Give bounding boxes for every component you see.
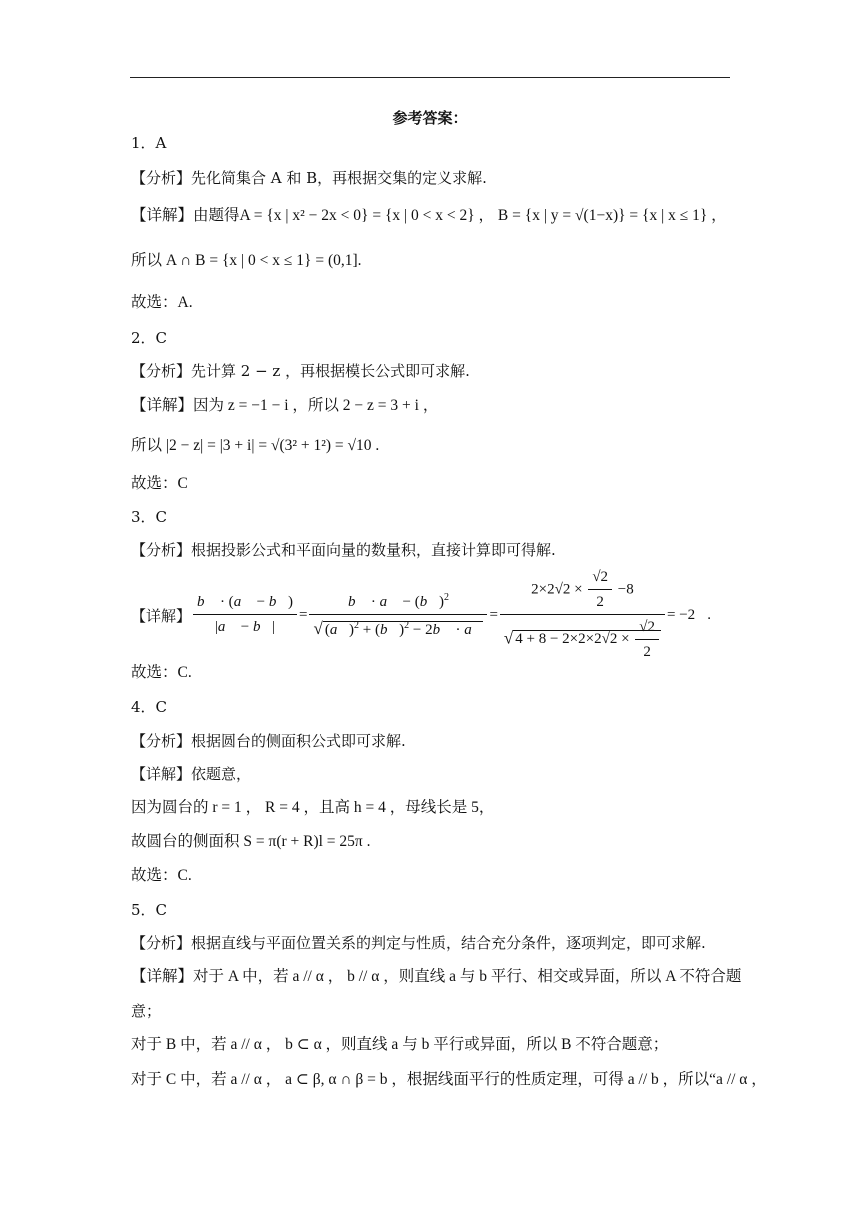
analysis-tag: 【分析】: [131, 541, 192, 559]
analysis-tag: 【分析】: [131, 732, 192, 750]
q5-detail-line1: [131, 967, 741, 987]
q5-detail-line3: 对于 B 中，若 a // α ， b ⊂ α ，则直线 a 与 b 平行或异面，所以 B 不符合题意；: [131, 1036, 669, 1053]
header-rule: [130, 77, 730, 78]
detail-tag: 【详解】: [131, 207, 194, 224]
q3-result: = −2: [667, 606, 696, 623]
analysis-tag: 【分析】: [131, 362, 192, 380]
q1-detail-line2: 所以 A ∩ B = {x | 0 < x ≤ 1} = (0,1].: [131, 252, 362, 269]
analysis-text: 先计算 2 − z ，再根据模长公式即可求解.: [191, 362, 470, 380]
q5-answer: 5．C: [131, 901, 168, 919]
page-title: 参考答案：: [392, 109, 468, 127]
detail-tag: 【详解】: [131, 397, 194, 414]
q4-detail-line1: [131, 764, 251, 784]
detail-prefix: 由题得: [193, 207, 240, 224]
q3-analysis: [131, 540, 556, 560]
q2-answer: 2．C: [131, 329, 168, 347]
q3-answer: 3．C: [131, 508, 168, 526]
analysis-text: 根据直线与平面位置关系的判定与性质，结合充分条件，逐项判定，即可求解.: [191, 934, 706, 952]
analysis-text: 先化简集合 A 和 B，再根据交集的定义求解.: [191, 169, 487, 187]
detail-text: 对于 A 中，若 a // α ， b // α ，则直线 a 与 b 平行、相交或异面，所以 A 不符合题: [193, 968, 742, 985]
q2-detail-line2: 所以 |2 − z| = |3 + i| = √(3² + 1²) = √10 .: [131, 437, 380, 454]
q1-detail-line1: [131, 206, 727, 226]
q3-detail-equation: 【详解】 $\frac{b⃗ \cdot (a⃗ - b⃗)}{|a⃗ - b⃗|}$ = $\frac{b⃗ \cdot a⃗ - (b⃗)^2}{√ (a⃗)^2 + (b⃗)^2 - 2b⃗ \cdot a⃗}$ = 2×2√2 × $\frac{√2}{2}$ −8 √ 4 + 8 − 2×2×2√2 × $\frac{√2}{2}$ = −2 .: [131, 569, 711, 660]
q2-analysis: [131, 361, 470, 381]
analysis-text: 根据投影公式和平面向量的数量积，直接计算即可得解.: [191, 541, 556, 559]
numeric-fraction: 2×2√2 × $\frac{√2}{2}$ −8 √ 4 + 8 − 2×2×2√2 × $\frac{√2}{2}$: [500, 569, 665, 661]
detail-tag: 【详解】: [131, 608, 192, 625]
q4-choice: 故选：C.: [131, 867, 192, 884]
detail-tag: 【详解】: [131, 765, 192, 783]
q4-analysis: [131, 731, 406, 751]
q1-answer: 1．A: [131, 134, 167, 152]
q4-detail-line2: 因为圆台的 r = 1 ， R = 4 ，且高 h = 4 ，母线长是 5，: [131, 799, 495, 816]
q1-choice: 故选：A.: [131, 294, 193, 311]
detail-text: 依题意，: [191, 765, 252, 783]
analysis-tag: 【分析】: [131, 934, 192, 952]
analysis-tag: 【分析】: [131, 169, 192, 187]
q5-detail-line4: 对于 C 中，若 a // α ， a ⊂ β, α ∩ β = b ，根据线面平行的性质定理，可得 a // b ，所以“a // α ，: [131, 1071, 767, 1088]
q5-detail-line2: 意；: [131, 1002, 162, 1020]
q1-detail-expr: A = {x | x² − 2x < 0} = {x | 0 < x < 2} ， B = {x | y = √(1−x)} = {x | x ≤ 1} ，: [239, 207, 727, 224]
q4-answer: 4．C: [131, 698, 168, 716]
analysis-text: 根据圆台的侧面积公式即可求解.: [191, 732, 406, 750]
q2-detail-line1: [131, 396, 438, 416]
q3-choice: 故选：C.: [131, 664, 192, 681]
projection-fraction: $\frac{b⃗ \cdot (a⃗ - b⃗)}{|a⃗ - b⃗|}$: [193, 594, 297, 636]
q2-choice: 故选：C: [131, 475, 188, 492]
expanded-fraction: $\frac{b⃗ \cdot a⃗ - (b⃗)^2}{√ (a⃗)^2 + (b⃗)^2 - 2b⃗ \cdot a⃗}$: [309, 592, 487, 639]
detail-tag: 【详解】: [131, 968, 194, 985]
q2-detail-expr: 因为 z = −1 − i ，所以 2 − z = 3 + i ，: [193, 397, 439, 414]
q4-detail-line3: 故圆台的侧面积 S = π(r + R)l = 25π .: [131, 833, 371, 850]
q1-analysis: [131, 168, 487, 188]
q5-analysis: [131, 933, 706, 953]
